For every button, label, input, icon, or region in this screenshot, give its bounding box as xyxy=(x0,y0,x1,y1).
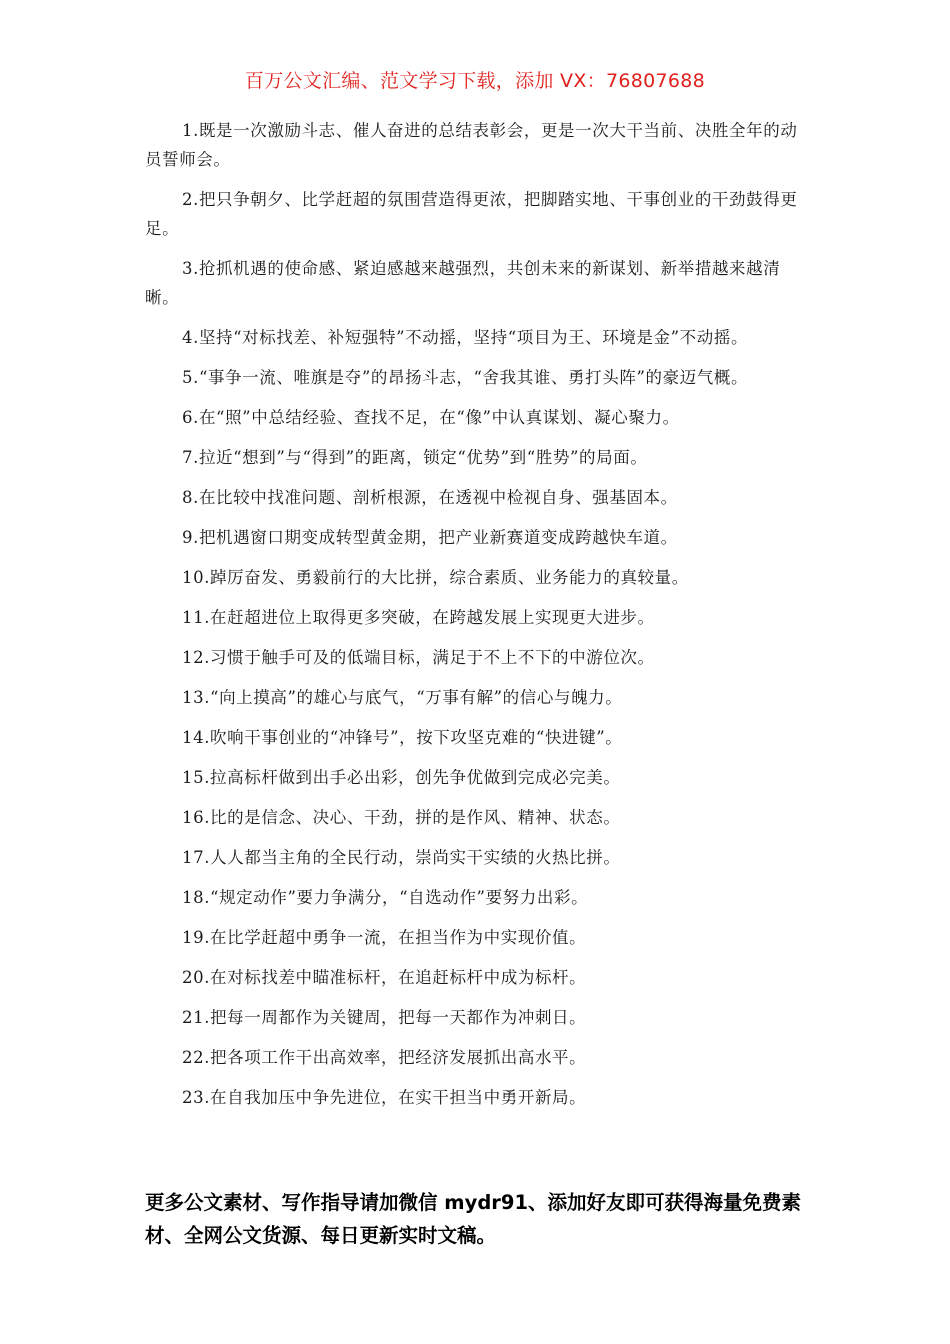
list-item: 19.在比学赶超中勇争一流，在担当作为中实现价值。 xyxy=(182,928,587,947)
list-item: 22.把各项工作干出高效率，把经济发展抓出高水平。 xyxy=(182,1048,587,1067)
list-item: 14.吹响干事创业的“冲锋号”，按下攻坚克难的“快进键”。 xyxy=(182,728,623,747)
list-item: 21.把每一周都作为关键周，把每一天都作为冲刺日。 xyxy=(182,1008,587,1027)
list-item: 11.在赶超进位上取得更多突破，在跨越发展上实现更大进步。 xyxy=(182,608,655,627)
list-item: 6.在“照”中总结经验、查找不足，在“像”中认真谋划、凝心聚力。 xyxy=(182,408,680,427)
list-item: 16.比的是信念、决心、干劲，拼的是作风、精神、状态。 xyxy=(182,808,621,827)
list-item: 9.把机遇窗口期变成转型黄金期，把产业新赛道变成跨越快车道。 xyxy=(182,528,678,547)
list-item: 18.“规定动作”要力争满分，“自选动作”要努力出彩。 xyxy=(182,888,589,907)
list-item: 17.人人都当主角的全民行动，崇尚实干实绩的火热比拼。 xyxy=(182,848,621,867)
list-item: 12.习惯于触手可及的低端目标，满足于不上不下的中游位次。 xyxy=(182,648,655,667)
header-banner: 百万公文汇编、范文学习下载，添加 VX：76807688 xyxy=(244,70,706,92)
list-item: 1.既是一次激励斗志、催人奋进的总结表彰会，更是一次大干当前、决胜全年的动员誓师会。 xyxy=(145,121,798,169)
list-item: 4.坚持“对标找差、补短强特”不动摇，坚持“项目为王、环境是金”不动摇。 xyxy=(182,328,749,347)
list-item: 5.“事争一流、唯旗是夺”的昂扬斗志，“舍我其谁、勇打头阵”的豪迈气概。 xyxy=(182,368,749,387)
list-item: 3.抢抓机遇的使命感、紧迫感越来越强烈，共创未来的新谋划、新举措越来越清晰。 xyxy=(145,259,781,307)
list-item: 7.拉近“想到”与“得到”的距离，锁定“优势”到“胜势”的局面。 xyxy=(182,448,648,467)
list-item: 23.在自我加压中争先进位，在实干担当中勇开新局。 xyxy=(182,1088,587,1107)
list-item: 8.在比较中找准问题、剖析根源，在透视中检视自身、强基固本。 xyxy=(182,488,678,507)
list-item: 10.踔厉奋发、勇毅前行的大比拼，综合素质、业务能力的真较量。 xyxy=(182,568,689,587)
list-item: 20.在对标找差中瞄准标杆，在追赶标杆中成为标杆。 xyxy=(182,968,587,987)
slogan-list xyxy=(145,116,807,1123)
list-item: 13.“向上摸高”的雄心与底气，“万事有解”的信心与魄力。 xyxy=(182,688,623,707)
footer-promo: 更多公文素材、写作指导请加微信 mydr91、添加好友即可获得海量免费素材、全网公文货源、每日更新实时文稿。 xyxy=(145,1191,802,1247)
list-item: 15.拉高标杆做到出手必出彩，创先争优做到完成必完美。 xyxy=(182,768,621,787)
list-item: 2.把只争朝夕、比学赶超的氛围营造得更浓，把脚踏实地、干事创业的干劲鼓得更足。 xyxy=(145,190,798,238)
